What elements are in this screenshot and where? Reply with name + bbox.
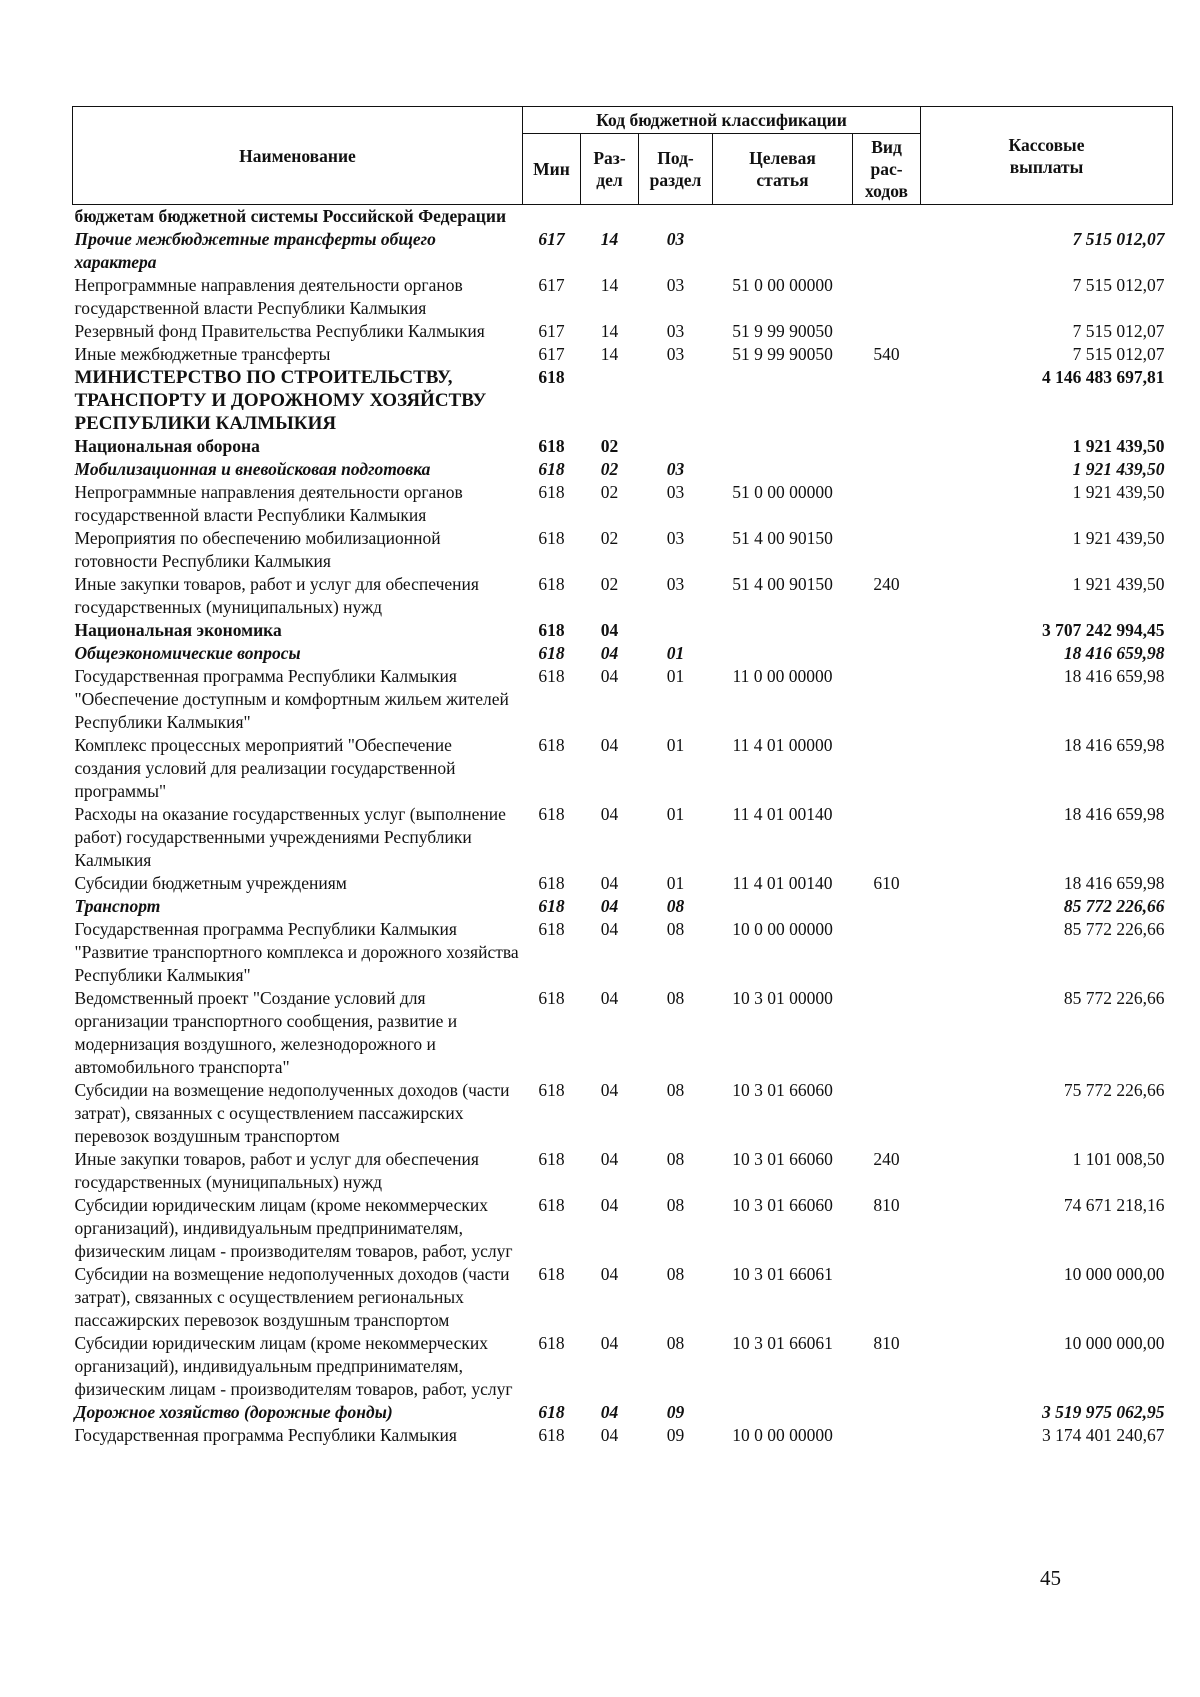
row-podrazdel: 03 [666, 528, 685, 548]
row-razdel: 02 [600, 528, 619, 548]
row-podrazdel: 09 [666, 1425, 685, 1445]
row-min: 618 [538, 804, 565, 824]
row-sum: 1 101 008,50 [1072, 1149, 1165, 1169]
row-razdel: 04 [600, 1195, 619, 1215]
row-name: Субсидии на возмещение недополученных доходов (части затрат), связанных с осуществлением региональных пассажирских перевозок воздушным транспортом [74, 1264, 510, 1330]
row-vid [853, 619, 921, 642]
row-sum: 85 772 226,66 [1063, 896, 1165, 916]
header-min: Мин [523, 134, 581, 205]
row-min: 617 [538, 275, 565, 295]
row-razdel: 04 [600, 804, 619, 824]
table-row [73, 1332, 1173, 1401]
row-min: 618 [538, 666, 565, 686]
row-min: 618 [538, 1149, 565, 1169]
row-min: 618 [538, 1425, 565, 1445]
row-target [713, 619, 853, 642]
table-row [73, 1148, 1173, 1194]
table-row [73, 274, 1173, 320]
row-vid [853, 527, 921, 573]
row-sum: 3 707 242 994,45 [1042, 620, 1165, 640]
row-podrazdel: 01 [666, 804, 685, 824]
row-name: Непрограммные направления деятельности органов государственной власти Республики Калмыкия [74, 482, 463, 525]
row-podrazdel: 01 [666, 643, 685, 663]
row-sum: 4 146 483 697,81 [1042, 367, 1165, 387]
row-target: 10 3 01 00000 [732, 988, 833, 1008]
row-name: Прочие межбюджетные трансферты общего характера [74, 229, 436, 272]
row-razdel: 04 [600, 988, 619, 1008]
row-target: 10 3 01 66060 [732, 1149, 833, 1169]
row-target: 10 0 00 00000 [732, 919, 833, 939]
row-target: 51 9 99 90050 [732, 321, 833, 341]
row-razdel: 04 [600, 1264, 619, 1284]
row-target [713, 228, 853, 274]
table-row [73, 1401, 1173, 1424]
row-podrazdel: 08 [666, 1080, 685, 1100]
row-sum: 85 772 226,66 [1063, 919, 1165, 939]
row-razdel: 04 [600, 873, 619, 893]
row-target: 11 4 01 00140 [732, 873, 833, 893]
row-target [713, 435, 853, 458]
row-podrazdel: 03 [666, 459, 685, 479]
row-razdel: 04 [600, 620, 619, 640]
table-row [73, 665, 1173, 734]
row-sum: 18 416 659,98 [1063, 735, 1165, 755]
row-min: 618 [538, 482, 565, 502]
header-name: Наименование [73, 107, 523, 205]
row-sum [921, 205, 1173, 229]
budget-table [72, 106, 1173, 1447]
row-vid [853, 366, 921, 435]
row-podrazdel: 08 [666, 1149, 685, 1169]
row-vid [853, 918, 921, 987]
row-name: Иные закупки товаров, работ и услуг для обеспечения государственных (муниципальных) нужд [74, 1149, 479, 1192]
row-sum: 18 416 659,98 [1063, 643, 1165, 663]
row-vid [853, 274, 921, 320]
row-razdel [581, 205, 639, 229]
row-sum: 7 515 012,07 [1072, 344, 1165, 364]
row-sum: 74 671 218,16 [1063, 1195, 1165, 1215]
row-podrazdel: 08 [666, 919, 685, 939]
row-name: Государственная программа Республики Калмыкия "Обеспечение доступным и комфортным жильем жителей Республики Калмыкия" [74, 666, 509, 732]
row-razdel: 02 [600, 574, 619, 594]
row-razdel: 04 [600, 1080, 619, 1100]
row-min: 618 [538, 528, 565, 548]
row-podrazdel: 01 [666, 666, 685, 686]
row-target: 10 0 00 00000 [732, 1425, 833, 1445]
row-razdel: 04 [600, 666, 619, 686]
row-vid [853, 458, 921, 481]
row-vid [853, 205, 921, 229]
row-target: 51 4 00 90150 [732, 528, 833, 548]
row-razdel: 04 [600, 896, 619, 916]
row-razdel: 04 [600, 1402, 619, 1422]
row-min: 617 [538, 229, 565, 249]
row-vid: 240 [873, 574, 900, 594]
row-sum: 7 515 012,07 [1072, 321, 1165, 341]
row-vid [853, 320, 921, 343]
row-podrazdel: 03 [666, 229, 685, 249]
row-podrazdel: 03 [666, 275, 685, 295]
row-name: Непрограммные направления деятельности органов государственной власти Республики Калмыкия [74, 275, 463, 318]
row-name: Государственная программа Республики Калмыкия [74, 1425, 457, 1445]
header-vid: Вид рас- ходов [853, 134, 921, 205]
row-podrazdel [639, 619, 713, 642]
row-podrazdel: 08 [666, 1333, 685, 1353]
row-target [713, 642, 853, 665]
row-min: 618 [538, 643, 565, 663]
row-vid [853, 642, 921, 665]
row-min: 618 [538, 620, 565, 640]
row-target: 10 3 01 66060 [732, 1195, 833, 1215]
table-row [73, 481, 1173, 527]
row-sum: 1 921 439,50 [1072, 436, 1165, 456]
row-vid [853, 665, 921, 734]
row-vid: 240 [873, 1149, 900, 1169]
row-min: 618 [538, 896, 565, 916]
row-razdel: 04 [600, 919, 619, 939]
table-row [73, 895, 1173, 918]
row-min: 618 [538, 1264, 565, 1284]
row-sum: 1 921 439,50 [1072, 528, 1165, 548]
row-target [713, 366, 853, 435]
row-target: 10 3 01 66061 [732, 1264, 833, 1284]
row-podrazdel: 03 [666, 321, 685, 341]
header-code-group: Код бюджетной классификации [523, 107, 921, 134]
row-razdel: 04 [600, 1149, 619, 1169]
row-podrazdel: 03 [666, 344, 685, 364]
row-name: Субсидии на возмещение недополученных доходов (части затрат), связанных с осуществлением пассажирских перевозок воздушным транспортом [74, 1080, 510, 1146]
row-name: бюджетам бюджетной системы Российской Федерации [74, 206, 507, 226]
row-vid [853, 734, 921, 803]
row-target [713, 205, 853, 229]
row-podrazdel [639, 205, 713, 229]
row-podrazdel [639, 366, 713, 435]
row-target: 10 3 01 66060 [732, 1080, 833, 1100]
row-razdel: 04 [600, 1425, 619, 1445]
row-podrazdel: 08 [666, 1195, 685, 1215]
table-row [73, 527, 1173, 573]
row-name: Субсидии юридическим лицам (кроме некоммерческих организаций), индивидуальным предпринимателям, физическим лицам - производителям товаров, работ, услуг [74, 1333, 513, 1399]
row-name: Субсидии юридическим лицам (кроме некоммерческих организаций), индивидуальным предпринимателям, физическим лицам - производителям товаров, работ, услуг [74, 1195, 513, 1261]
row-name: Общеэкономические вопросы [74, 643, 301, 663]
row-min: 618 [538, 1080, 565, 1100]
row-min [523, 205, 581, 229]
row-vid [853, 1401, 921, 1424]
row-razdel: 14 [600, 275, 619, 295]
table-row [73, 1194, 1173, 1263]
row-podrazdel: 01 [666, 873, 685, 893]
row-min: 618 [538, 436, 565, 456]
row-name: Мобилизационная и вневойсковая подготовка [74, 459, 431, 479]
table-body [73, 205, 1173, 1448]
table-row [73, 573, 1173, 619]
row-razdel: 02 [600, 482, 619, 502]
header-razdel: Раз- дел [581, 134, 639, 205]
row-razdel: 14 [600, 321, 619, 341]
row-razdel: 14 [600, 344, 619, 364]
row-vid: 540 [873, 344, 900, 364]
row-vid [853, 803, 921, 872]
table-row [73, 987, 1173, 1079]
row-podrazdel: 08 [666, 896, 685, 916]
row-min: 618 [538, 1333, 565, 1353]
row-razdel: 02 [600, 436, 619, 456]
row-razdel [581, 366, 639, 435]
row-sum: 1 921 439,50 [1072, 459, 1165, 479]
row-min: 618 [538, 988, 565, 1008]
row-razdel: 02 [600, 459, 619, 479]
row-min: 618 [538, 1402, 565, 1422]
table-row [73, 619, 1173, 642]
row-vid [853, 481, 921, 527]
table-row [73, 872, 1173, 895]
row-name: Иные межбюджетные трансферты [74, 344, 331, 364]
row-vid [853, 1424, 921, 1447]
row-razdel: 14 [600, 229, 619, 249]
row-sum: 3 174 401 240,67 [1042, 1425, 1165, 1445]
row-target: 11 4 01 00140 [732, 804, 833, 824]
row-name: МИНИСТЕРСТВО ПО СТРОИТЕЛЬСТВУ, ТРАНСПОРТУ И ДОРОЖНОМУ ХОЗЯЙСТВУ РЕСПУБЛИКИ КАЛМЫКИЯ [74, 367, 487, 434]
row-name: Государственная программа Республики Калмыкия "Развитие транспортного комплекса и дорожного хозяйства Республики Калмыкия" [74, 919, 519, 985]
row-sum: 1 921 439,50 [1072, 482, 1165, 502]
row-target [713, 458, 853, 481]
row-razdel: 04 [600, 643, 619, 663]
table-header [73, 107, 1173, 205]
row-name: Транспорт [74, 896, 161, 916]
table-row [73, 320, 1173, 343]
table-row [73, 803, 1173, 872]
table-row [73, 343, 1173, 366]
table-row [73, 1263, 1173, 1332]
row-sum: 3 519 975 062,95 [1042, 1402, 1165, 1422]
row-min: 617 [538, 321, 565, 341]
row-sum: 18 416 659,98 [1063, 666, 1165, 686]
table-row [73, 205, 1173, 229]
row-vid [853, 987, 921, 1079]
row-name: Мероприятия по обеспечению мобилизационной готовности Республики Калмыкия [74, 528, 441, 571]
row-target: 51 9 99 90050 [732, 344, 833, 364]
row-target: 10 3 01 66061 [732, 1333, 833, 1353]
row-min: 618 [538, 735, 565, 755]
row-name: Национальная экономика [74, 620, 282, 640]
row-min: 617 [538, 344, 565, 364]
row-podrazdel [639, 435, 713, 458]
row-sum: 1 921 439,50 [1072, 574, 1165, 594]
table-row [73, 435, 1173, 458]
row-sum: 85 772 226,66 [1063, 988, 1165, 1008]
row-razdel: 04 [600, 1333, 619, 1353]
row-sum: 7 515 012,07 [1072, 229, 1165, 249]
header-sum: Кассовые выплаты [921, 107, 1173, 205]
table-row [73, 458, 1173, 481]
row-target: 11 0 00 00000 [732, 666, 833, 686]
row-name: Субсидии бюджетным учреждениям [74, 873, 347, 893]
table-row [73, 734, 1173, 803]
row-min: 618 [538, 574, 565, 594]
row-sum: 75 772 226,66 [1063, 1080, 1165, 1100]
table-row [73, 1079, 1173, 1148]
row-name: Резервный фонд Правительства Республики Калмыкия [74, 321, 485, 341]
row-min: 618 [538, 919, 565, 939]
page-number: 45 [1040, 1566, 1061, 1590]
row-sum: 7 515 012,07 [1072, 275, 1165, 295]
row-podrazdel: 09 [666, 1402, 685, 1422]
header-podrazdel: Под- раздел [639, 134, 713, 205]
row-target [713, 895, 853, 918]
row-min: 618 [538, 873, 565, 893]
table-row [73, 918, 1173, 987]
row-target: 51 0 00 00000 [732, 482, 833, 502]
row-name: Комплекс процессных мероприятий "Обеспечение создания условий для реализации государственной программы" [74, 735, 456, 801]
table-row [73, 642, 1173, 665]
table-row [73, 1424, 1173, 1447]
row-vid [853, 1079, 921, 1148]
row-vid [853, 1263, 921, 1332]
row-target: 11 4 01 00000 [732, 735, 833, 755]
row-vid: 810 [873, 1333, 900, 1353]
row-min: 618 [538, 1195, 565, 1215]
row-sum: 18 416 659,98 [1063, 804, 1165, 824]
row-sum: 10 000 000,00 [1063, 1264, 1165, 1284]
row-razdel: 04 [600, 735, 619, 755]
row-name: Ведомственный проект "Создание условий для организации транспортного сообщения, развитие и модернизация воздушного, железнодорожного и автомобильного транспорта" [74, 988, 458, 1077]
row-vid: 810 [873, 1195, 900, 1215]
row-podrazdel: 03 [666, 482, 685, 502]
row-target [713, 1401, 853, 1424]
header-target: Целевая статья [713, 134, 853, 205]
row-target: 51 4 00 90150 [732, 574, 833, 594]
row-name: Национальная оборона [74, 436, 260, 456]
row-name: Иные закупки товаров, работ и услуг для обеспечения государственных (муниципальных) нужд [74, 574, 479, 617]
row-podrazdel: 08 [666, 1264, 685, 1284]
table-row [73, 228, 1173, 274]
row-vid [853, 228, 921, 274]
row-name: Расходы на оказание государственных услуг (выполнение работ) государственными учреждениями Республики Калмыкия [74, 804, 506, 870]
row-vid [853, 435, 921, 458]
row-target: 51 0 00 00000 [732, 275, 833, 295]
row-podrazdel: 01 [666, 735, 685, 755]
row-sum: 10 000 000,00 [1063, 1333, 1165, 1353]
row-vid: 610 [873, 873, 900, 893]
row-name: Дорожное хозяйство (дорожные фонды) [74, 1402, 393, 1422]
row-podrazdel: 03 [666, 574, 685, 594]
row-min: 618 [538, 367, 565, 387]
row-podrazdel: 08 [666, 988, 685, 1008]
row-min: 618 [538, 459, 565, 479]
row-vid [853, 895, 921, 918]
table-row [73, 366, 1173, 435]
row-sum: 18 416 659,98 [1063, 873, 1165, 893]
